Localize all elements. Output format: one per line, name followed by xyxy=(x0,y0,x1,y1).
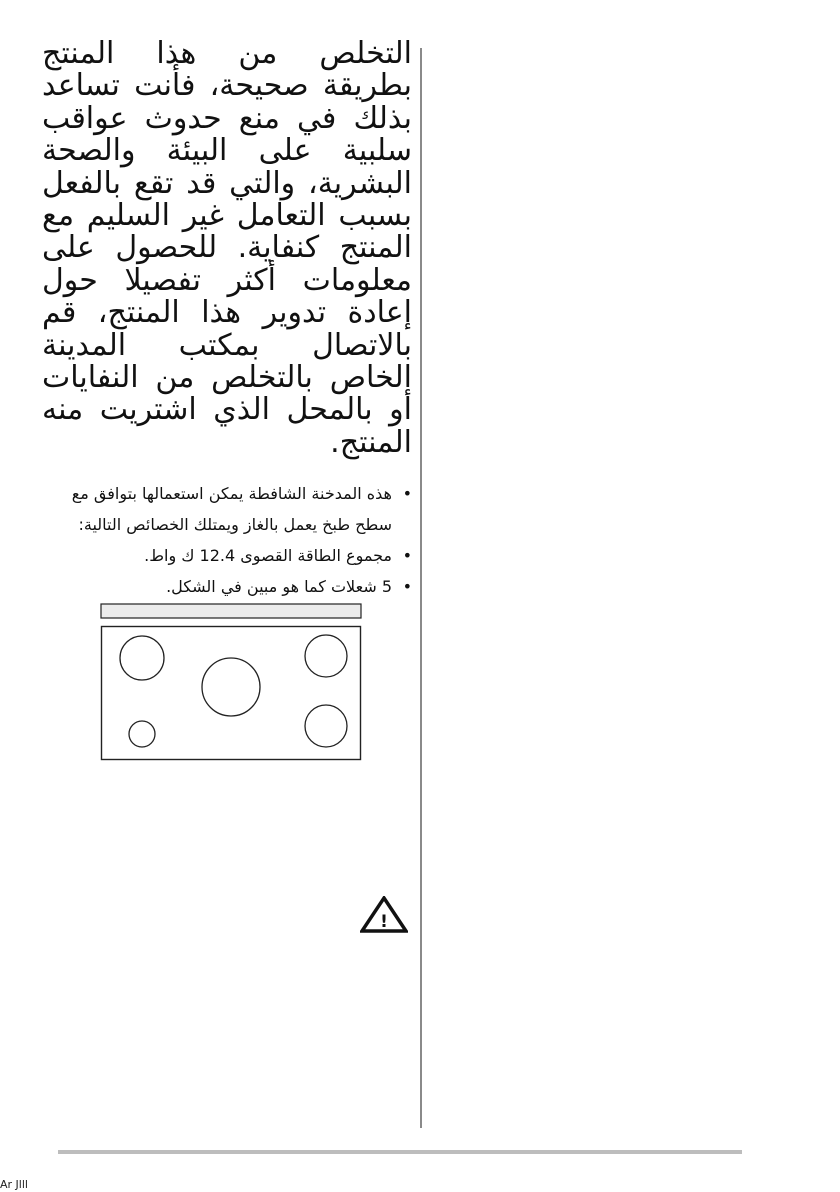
bullet-icon: • xyxy=(402,546,412,565)
hob-surface xyxy=(102,627,361,760)
list-item-text: هذه المدخنة الشافطة يمكن استعمالها بتوافق مع سطح طبخ يعمل بالغاز ويمتلك الخصائص التالية: xyxy=(71,484,392,534)
bullet-icon: • xyxy=(402,577,412,596)
list-item xyxy=(40,571,414,602)
disposal-paragraph: التخلص من هذا المنتج بطريقة صحيحة، فأنت تساعد بذلك في منع حدوث عواقب سلبية على البيئة والصحة البشرية، والتي قد تقع بالفعل بسبب التعامل غير السليم مع المنتج كنفاية. للحصول على معلومات أكثر تفصيلا حول إعادة تدوير هذا المنتج، قم بالاتصال بمكتب المدينة الخاص بالتخلص من النفايات أو بالمحل الذي اشتريت منه المنتج. xyxy=(42,36,412,460)
list-item xyxy=(40,540,414,571)
column-divider xyxy=(420,48,422,1128)
burner-center-large xyxy=(202,658,260,716)
hob-diagram xyxy=(100,603,364,763)
footer-text: Ar Jlll xyxy=(0,1178,28,1191)
burner-bottom-right xyxy=(305,705,347,747)
burner-top-right xyxy=(305,635,347,677)
list-item xyxy=(40,478,414,540)
hob-requirements-list xyxy=(40,478,414,602)
warning-symbol: ! xyxy=(380,912,388,932)
warning-triangle-icon xyxy=(360,896,408,934)
bullet-icon: • xyxy=(402,484,412,503)
list-item-text: مجموع الطاقة القصوى 12.4 ك واط. xyxy=(144,546,392,565)
burner-top-left xyxy=(120,636,164,680)
burner-bottom-left-small xyxy=(129,721,155,747)
footer-rule xyxy=(58,1150,742,1154)
list-item-text: 5 شعلات كما هو مبين في الشكل. xyxy=(166,577,392,596)
hob-top-bar xyxy=(101,604,361,618)
